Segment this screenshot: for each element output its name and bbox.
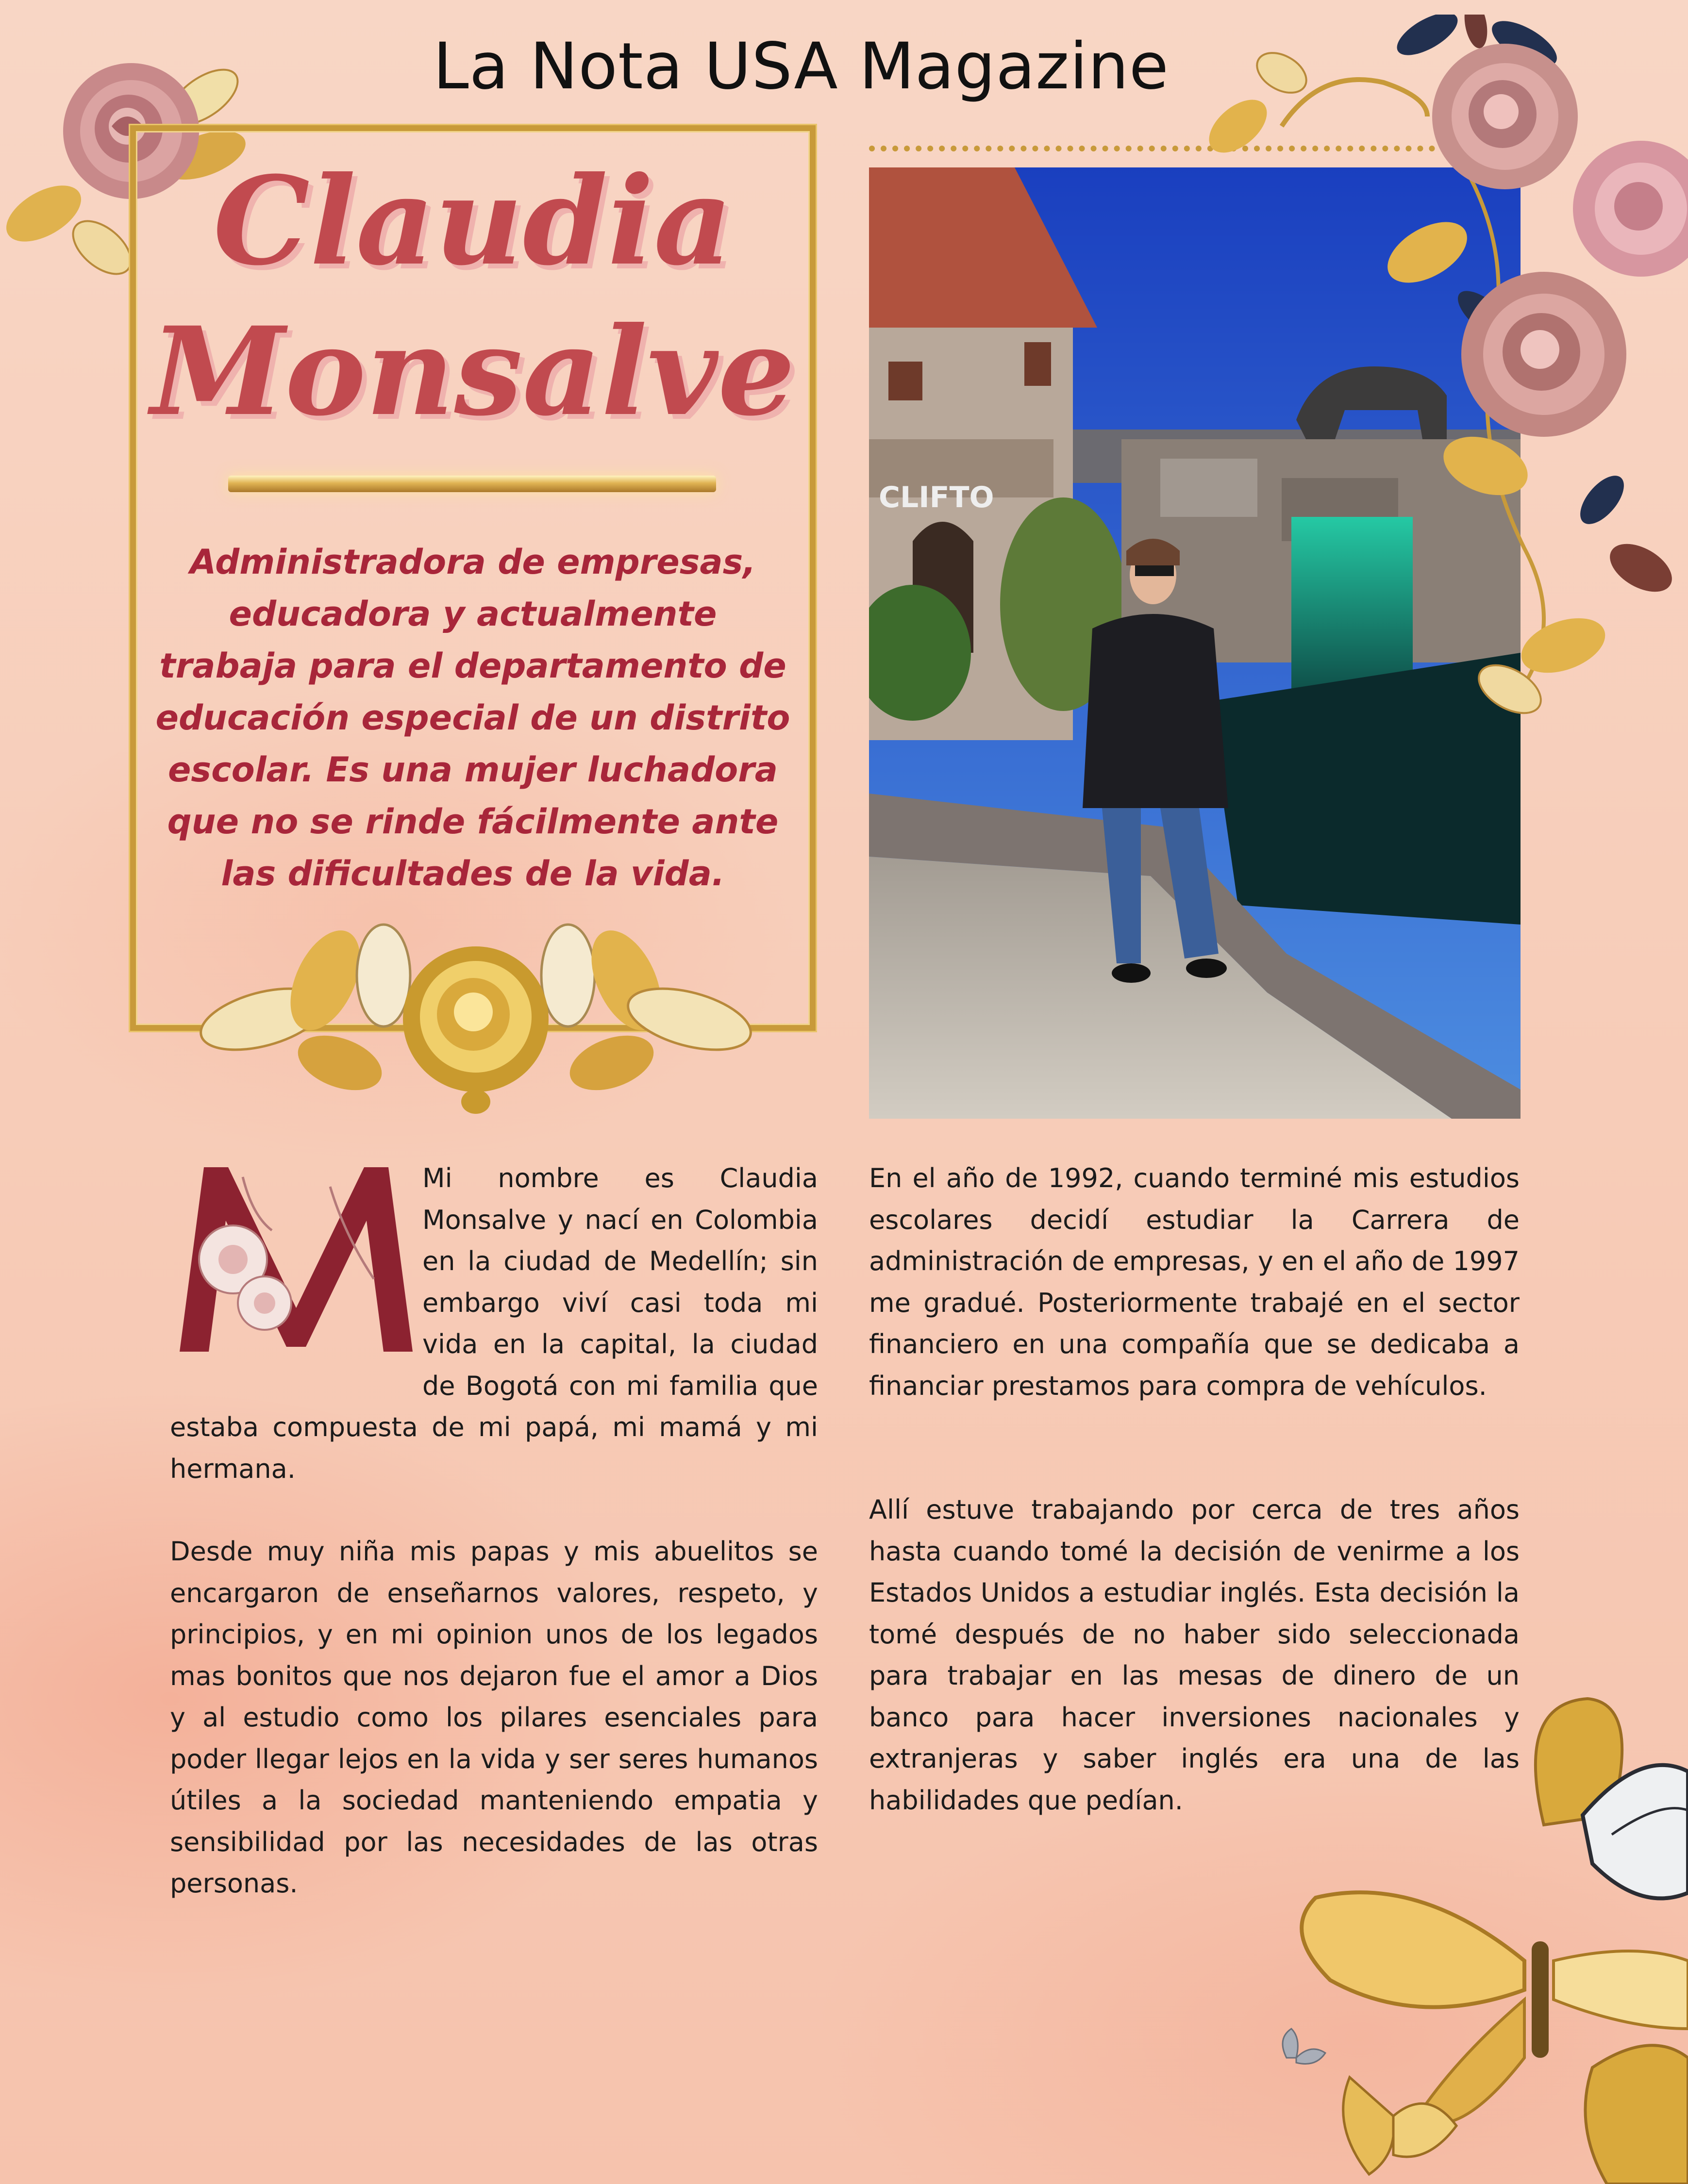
subtitle-summary: Administradora de empresas, educadora y actualmente trabaja para el departamento de educación especial de un distrito escolar. Es una mujer luchadora que no se rinde fácilmente ante las dificultades de la vida. [155,542,790,893]
magazine-title: La Nota USA Magazine [433,29,1169,104]
last-name-heading: Monsalve [150,300,795,443]
article-column-left [170,1158,818,1946]
article-paragraph: Mi nombre es Claudia Monsalve y nací en Colombia en la ciudad de Medellín; sin embargo viví casi toda mi vida en la capital, la ciudad de Bogotá con mi familia que estaba compuesta de mi papá, mi mamá y mi hermana. [170,1163,818,1484]
dropcap-space [170,1158,422,1366]
gold-divider [228,476,716,492]
butterfly-decoration [1272,1689,1688,2184]
first-name-heading: Claudia [213,149,733,292]
gold-rose-decoration [180,922,772,1116]
rose-decoration-top-right [1175,15,1688,718]
article-paragraph: Allí estuve trabajando por cerca de tres años hasta cuando tomé la decisión de venirme a los Estados Unidos a estudiar inglés. Esta decisión la tomé después de no haber sido seleccionada para trabajar en las mesas de dinero de un banco para hacer inversiones nacionales y extranjeras y saber inglés era una de las habilidades que pedían. [869,1494,1520,1816]
article-paragraph: En el año de 1992, cuando terminé mis estudios escolares decidí estudiar la Carrera de administración de empresas, y en el año de 1997 me gradué. Posteriormente trabajé en el sector financiero en una compañía que se dedicaba a financiar prestamos para compra de vehículos. [869,1163,1520,1401]
article-paragraph: Desde muy niña mis papas y mis abuelitos se encargaron de enseñarnos valores, respeto, y principios, y en mi opinion unos de los legados mas bonitos que nos dejaron fue el amor a Dios y al estudio como los pilares esenciales para poder llegar lejos en la vida y ser seres humanos útiles a la sociedad manteniendo empatia y sensibilidad por las necesidades de las otras personas. [170,1536,818,1899]
building-sign: CLIFTO [879,480,994,514]
